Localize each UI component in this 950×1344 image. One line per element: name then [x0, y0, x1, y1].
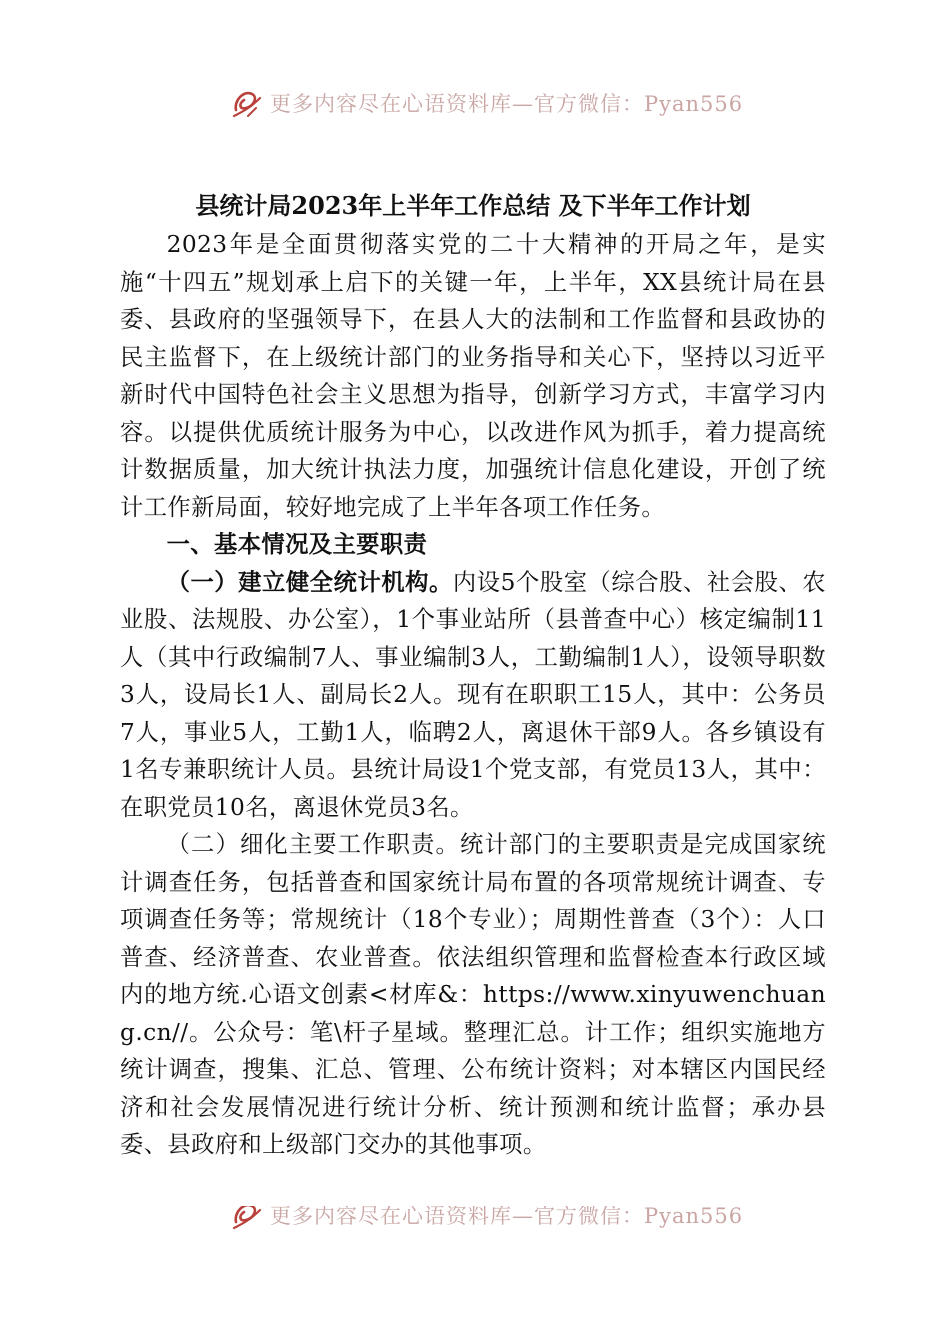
signature-logo-icon [230, 1206, 264, 1230]
signature-logo-icon [230, 86, 264, 120]
subsection-1-heading: （一）建立健全统计机构。 [166, 568, 453, 596]
watermark-footer [230, 1206, 743, 1230]
watermark-text: 更多内容尽在心语资料库—官方微信：Pyan556 [270, 92, 744, 116]
section-heading-1: 一、基本情况及主要职责 [166, 531, 428, 558]
subsection-2-paragraph: （二）细化主要工作职责。统计部门的主要职责是完成国家统计调查任务，包括普查和国家统计局布置的各项常规统计调查、专项调查任务等；常规统计（18个专业）；周期性普查（3个）：人口普查、经济普查、农业普查。依法组织管理和监督检查本行政区域内的地方统.心语文创素<材库&：https://www.xinyuwenchuang.cn//。公众号：笔\杆子星域。整理汇总。计工作；组织实施地方统计调查，搜集、汇总、管理、公布统计资料；对本辖区内国民经济和社会发展情况进行统计分析、统计预测和统计监督；承办县委、县政府和上级部门交办的其他事项。 [120, 831, 826, 1158]
watermark-text: 更多内容尽在心语资料库—官方微信：Pyan556 [270, 1206, 744, 1228]
watermark-header [230, 86, 743, 120]
document-title: 县统计局2023年上半年工作总结 及下半年工作计划 [195, 191, 751, 220]
subsection-1-paragraph [120, 564, 826, 827]
document-body [120, 186, 826, 1164]
subsection-1-text: 内设5个股室（综合股、社会股、农业股、法规股、办公室），1个事业站所（县普查中心）核定编制11人（其中行政编制7人、事业编制3人，工勤编制1人），设领导职数3人，设局长1人、副局长2人。现有在职职工15人，其中：公务员7人，事业5人，工勤1人，临聘2人，离退休干部9人。各乡镇设有1名专兼职统计人员。县统计局设1个党支部，有党员13人，其中：在职党员10名，离退休党员3名。 [120, 568, 826, 821]
intro-paragraph: 2023年是全面贯彻落实党的二十大精神的开局之年，是实施“十四五”规划承上启下的关键一年，上半年，XX县统计局在县委、县政府的坚强领导下，在县人大的法制和工作监督和县政协的民主监督下，在上级统计部门的业务指导和关心下，坚持以习近平新时代中国特色社会主义思想为指导，创新学习方式，丰富学习内容。以提供优质统计服务为中心，以改进作风为抓手，着力提高统计数据质量，加大统计执法力度，加强统计信息化建设，开创了统计工作新局面，较好地完成了上半年各项工作任务。 [120, 231, 826, 521]
